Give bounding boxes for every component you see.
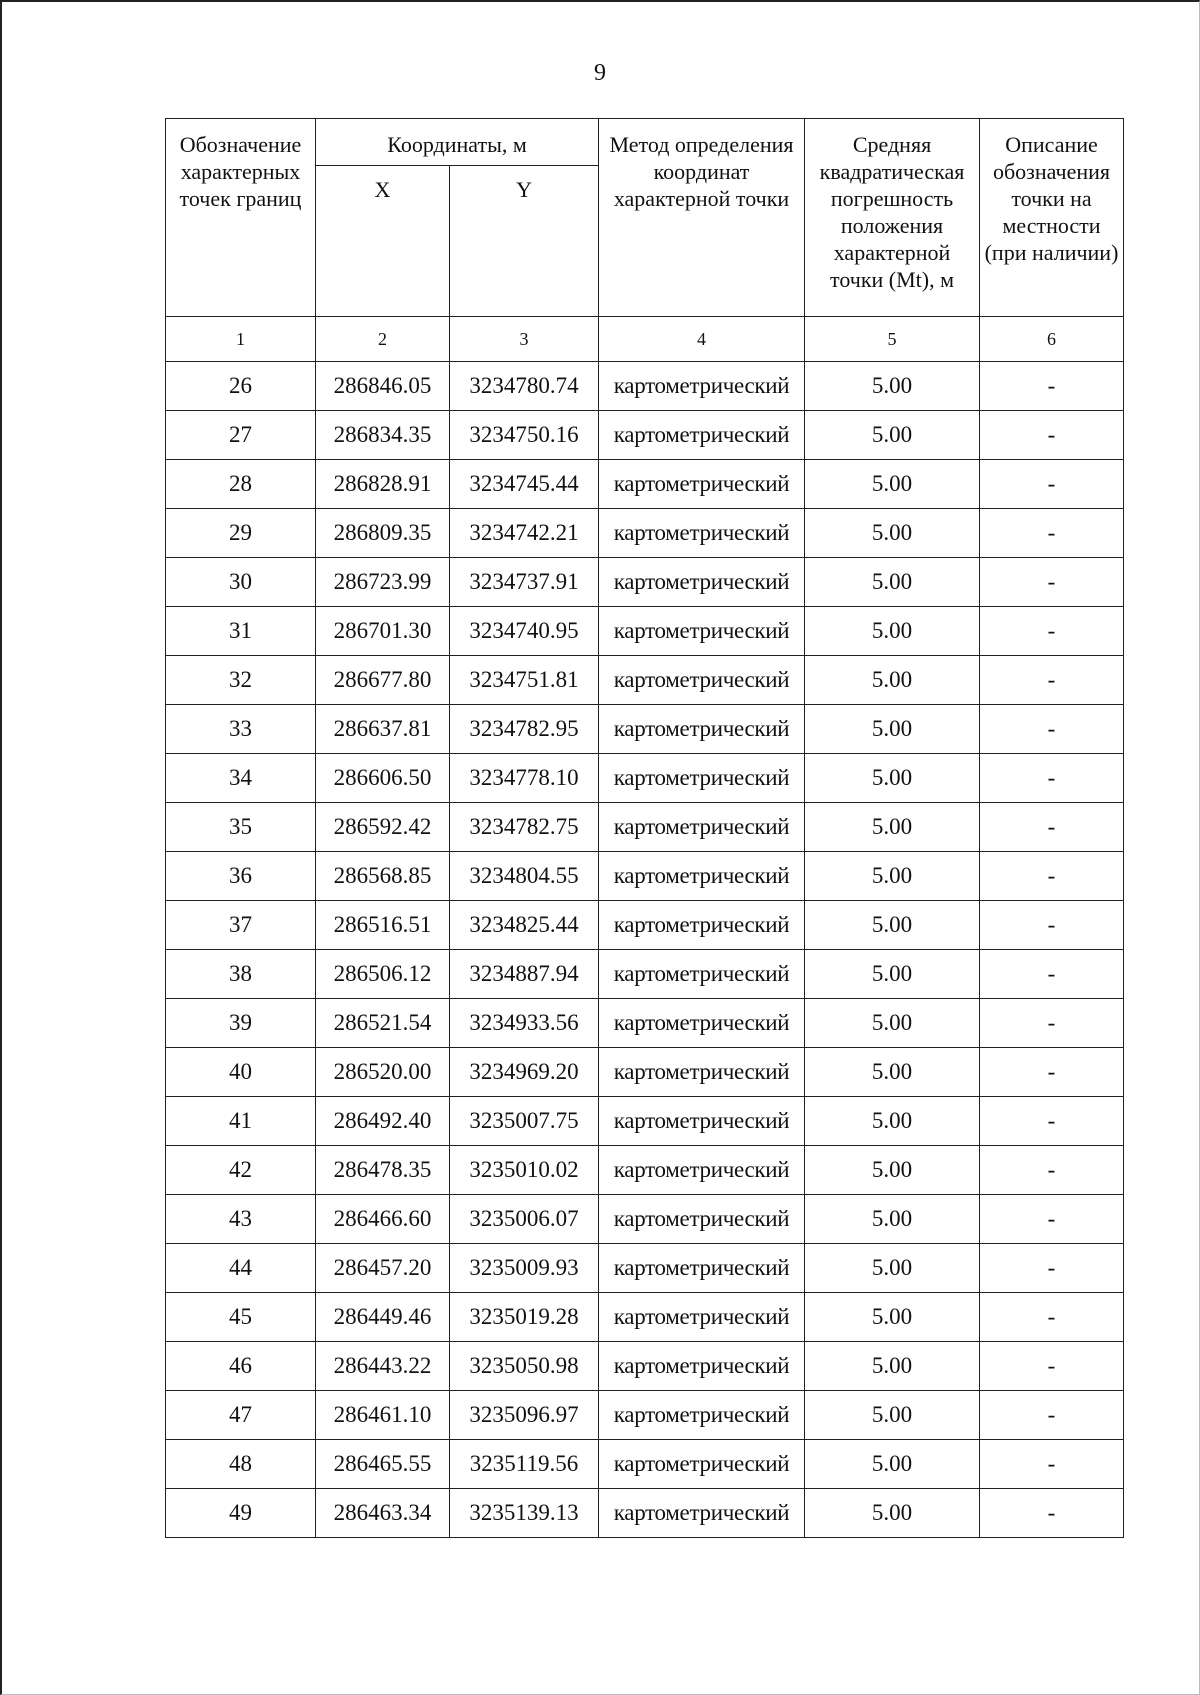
cell-y: 3234778.10 xyxy=(450,754,599,803)
cell-y: 3235119.56 xyxy=(450,1440,599,1489)
cell-error: 5.00 xyxy=(805,1146,980,1195)
coordinates-table xyxy=(165,118,1124,1538)
cell-point: 38 xyxy=(166,950,316,999)
cell-method: картометрический xyxy=(599,1048,805,1097)
cell-error: 5.00 xyxy=(805,460,980,509)
header-coordinates: Координаты, м xyxy=(316,119,599,166)
cell-point: 39 xyxy=(166,999,316,1048)
cell-method: картометрический xyxy=(599,950,805,999)
column-number: 6 xyxy=(980,317,1124,362)
cell-error: 5.00 xyxy=(805,950,980,999)
cell-point: 32 xyxy=(166,656,316,705)
cell-point: 29 xyxy=(166,509,316,558)
table-row xyxy=(166,1293,1124,1342)
cell-x: 286492.40 xyxy=(316,1097,450,1146)
table-row xyxy=(166,705,1124,754)
column-numbers-row xyxy=(166,317,1124,362)
cell-description: - xyxy=(980,1244,1124,1293)
table-row xyxy=(166,460,1124,509)
cell-x: 286701.30 xyxy=(316,607,450,656)
cell-point: 48 xyxy=(166,1440,316,1489)
table-row xyxy=(166,852,1124,901)
cell-description: - xyxy=(980,1391,1124,1440)
cell-method: картометрический xyxy=(599,1293,805,1342)
cell-error: 5.00 xyxy=(805,607,980,656)
cell-y: 3234742.21 xyxy=(450,509,599,558)
cell-method: картометрический xyxy=(599,460,805,509)
cell-point: 35 xyxy=(166,803,316,852)
table-header xyxy=(166,119,1124,362)
cell-error: 5.00 xyxy=(805,1244,980,1293)
cell-point: 45 xyxy=(166,1293,316,1342)
cell-description: - xyxy=(980,607,1124,656)
cell-point: 26 xyxy=(166,362,316,411)
table-row xyxy=(166,950,1124,999)
table-body xyxy=(166,362,1124,1538)
cell-method: картометрический xyxy=(599,1391,805,1440)
table-row xyxy=(166,1489,1124,1538)
table-row xyxy=(166,1146,1124,1195)
cell-error: 5.00 xyxy=(805,1048,980,1097)
cell-point: 43 xyxy=(166,1195,316,1244)
cell-x: 286478.35 xyxy=(316,1146,450,1195)
cell-point: 42 xyxy=(166,1146,316,1195)
table-row xyxy=(166,999,1124,1048)
cell-point: 33 xyxy=(166,705,316,754)
cell-method: картометрический xyxy=(599,901,805,950)
cell-method: картометрический xyxy=(599,656,805,705)
cell-description: - xyxy=(980,1489,1124,1538)
cell-y: 3235007.75 xyxy=(450,1097,599,1146)
cell-error: 5.00 xyxy=(805,1195,980,1244)
cell-y: 3234745.44 xyxy=(450,460,599,509)
cell-method: картометрический xyxy=(599,362,805,411)
table-row xyxy=(166,607,1124,656)
cell-error: 5.00 xyxy=(805,1342,980,1391)
table-row xyxy=(166,1244,1124,1293)
cell-description: - xyxy=(980,950,1124,999)
cell-error: 5.00 xyxy=(805,803,980,852)
cell-x: 286677.80 xyxy=(316,656,450,705)
cell-point: 34 xyxy=(166,754,316,803)
cell-x: 286461.10 xyxy=(316,1391,450,1440)
table-row xyxy=(166,509,1124,558)
table-row xyxy=(166,1440,1124,1489)
cell-error: 5.00 xyxy=(805,754,980,803)
cell-x: 286506.12 xyxy=(316,950,450,999)
table-row xyxy=(166,558,1124,607)
page-number: 9 xyxy=(594,60,606,86)
cell-y: 3234804.55 xyxy=(450,852,599,901)
cell-description: - xyxy=(980,705,1124,754)
table-row xyxy=(166,754,1124,803)
cell-method: картометрический xyxy=(599,1489,805,1538)
header-error: Средняя квадратическая погрешность положения характерной точки (Mt), м xyxy=(805,119,980,317)
cell-x: 286723.99 xyxy=(316,558,450,607)
header-description: Описание обозначения точки на местности (при наличии) xyxy=(980,119,1124,317)
cell-error: 5.00 xyxy=(805,509,980,558)
cell-x: 286521.54 xyxy=(316,999,450,1048)
table-row xyxy=(166,1195,1124,1244)
cell-error: 5.00 xyxy=(805,558,980,607)
cell-x: 286466.60 xyxy=(316,1195,450,1244)
cell-x: 286828.91 xyxy=(316,460,450,509)
cell-y: 3235139.13 xyxy=(450,1489,599,1538)
cell-y: 3234933.56 xyxy=(450,999,599,1048)
cell-y: 3234969.20 xyxy=(450,1048,599,1097)
cell-error: 5.00 xyxy=(805,1440,980,1489)
cell-x: 286592.42 xyxy=(316,803,450,852)
cell-x: 286449.46 xyxy=(316,1293,450,1342)
cell-x: 286520.00 xyxy=(316,1048,450,1097)
cell-method: картометрический xyxy=(599,999,805,1048)
cell-description: - xyxy=(980,1146,1124,1195)
column-number: 4 xyxy=(599,317,805,362)
cell-point: 44 xyxy=(166,1244,316,1293)
cell-method: картометрический xyxy=(599,411,805,460)
cell-error: 5.00 xyxy=(805,705,980,754)
cell-y: 3234825.44 xyxy=(450,901,599,950)
cell-y: 3234782.75 xyxy=(450,803,599,852)
cell-y: 3235006.07 xyxy=(450,1195,599,1244)
header-method: Метод определения координат характерной точки xyxy=(599,119,805,317)
cell-y: 3234737.91 xyxy=(450,558,599,607)
cell-point: 41 xyxy=(166,1097,316,1146)
cell-method: картометрический xyxy=(599,803,805,852)
cell-x: 286463.34 xyxy=(316,1489,450,1538)
cell-description: - xyxy=(980,1342,1124,1391)
cell-error: 5.00 xyxy=(805,1293,980,1342)
cell-error: 5.00 xyxy=(805,999,980,1048)
cell-point: 36 xyxy=(166,852,316,901)
cell-description: - xyxy=(980,509,1124,558)
table-row xyxy=(166,901,1124,950)
cell-y: 3235019.28 xyxy=(450,1293,599,1342)
cell-description: - xyxy=(980,460,1124,509)
table-row xyxy=(166,1391,1124,1440)
header-x: X xyxy=(316,166,450,317)
cell-description: - xyxy=(980,803,1124,852)
cell-y: 3234887.94 xyxy=(450,950,599,999)
cell-method: картометрический xyxy=(599,1097,805,1146)
cell-x: 286846.05 xyxy=(316,362,450,411)
cell-y: 3235050.98 xyxy=(450,1342,599,1391)
cell-description: - xyxy=(980,852,1124,901)
cell-description: - xyxy=(980,656,1124,705)
cell-error: 5.00 xyxy=(805,411,980,460)
column-number: 3 xyxy=(450,317,599,362)
cell-x: 286834.35 xyxy=(316,411,450,460)
cell-description: - xyxy=(980,999,1124,1048)
cell-method: картометрический xyxy=(599,1146,805,1195)
table-row xyxy=(166,1342,1124,1391)
cell-method: картометрический xyxy=(599,1195,805,1244)
cell-x: 286457.20 xyxy=(316,1244,450,1293)
cell-y: 3234751.81 xyxy=(450,656,599,705)
column-number: 2 xyxy=(316,317,450,362)
cell-error: 5.00 xyxy=(805,852,980,901)
cell-error: 5.00 xyxy=(805,656,980,705)
cell-y: 3235096.97 xyxy=(450,1391,599,1440)
column-number: 1 xyxy=(166,317,316,362)
header-y: Y xyxy=(450,166,599,317)
cell-description: - xyxy=(980,1097,1124,1146)
table-row xyxy=(166,1048,1124,1097)
cell-description: - xyxy=(980,362,1124,411)
cell-error: 5.00 xyxy=(805,901,980,950)
cell-method: картометрический xyxy=(599,558,805,607)
cell-method: картометрический xyxy=(599,1342,805,1391)
cell-y: 3234780.74 xyxy=(450,362,599,411)
cell-description: - xyxy=(980,1440,1124,1489)
table-row xyxy=(166,803,1124,852)
cell-point: 30 xyxy=(166,558,316,607)
cell-x: 286568.85 xyxy=(316,852,450,901)
cell-point: 49 xyxy=(166,1489,316,1538)
cell-description: - xyxy=(980,1293,1124,1342)
cell-x: 286637.81 xyxy=(316,705,450,754)
cell-method: картометрический xyxy=(599,754,805,803)
cell-y: 3234740.95 xyxy=(450,607,599,656)
cell-method: картометрический xyxy=(599,509,805,558)
cell-description: - xyxy=(980,1048,1124,1097)
table-row xyxy=(166,656,1124,705)
header-point: Обозначение характерных точек границ xyxy=(166,119,316,317)
cell-y: 3234782.95 xyxy=(450,705,599,754)
cell-description: - xyxy=(980,411,1124,460)
cell-method: картометрический xyxy=(599,1244,805,1293)
cell-y: 3235009.93 xyxy=(450,1244,599,1293)
cell-point: 40 xyxy=(166,1048,316,1097)
cell-error: 5.00 xyxy=(805,362,980,411)
cell-point: 31 xyxy=(166,607,316,656)
cell-method: картометрический xyxy=(599,852,805,901)
cell-point: 27 xyxy=(166,411,316,460)
cell-y: 3234750.16 xyxy=(450,411,599,460)
cell-method: картометрический xyxy=(599,607,805,656)
cell-x: 286606.50 xyxy=(316,754,450,803)
cell-point: 28 xyxy=(166,460,316,509)
cell-x: 286516.51 xyxy=(316,901,450,950)
cell-description: - xyxy=(980,754,1124,803)
cell-description: - xyxy=(980,1195,1124,1244)
column-number: 5 xyxy=(805,317,980,362)
table-row xyxy=(166,1097,1124,1146)
cell-method: картометрический xyxy=(599,705,805,754)
cell-description: - xyxy=(980,558,1124,607)
cell-error: 5.00 xyxy=(805,1489,980,1538)
cell-error: 5.00 xyxy=(805,1097,980,1146)
cell-y: 3235010.02 xyxy=(450,1146,599,1195)
cell-point: 47 xyxy=(166,1391,316,1440)
cell-x: 286443.22 xyxy=(316,1342,450,1391)
cell-x: 286465.55 xyxy=(316,1440,450,1489)
cell-point: 37 xyxy=(166,901,316,950)
cell-description: - xyxy=(980,901,1124,950)
table-row xyxy=(166,362,1124,411)
table-row xyxy=(166,411,1124,460)
cell-method: картометрический xyxy=(599,1440,805,1489)
cell-x: 286809.35 xyxy=(316,509,450,558)
cell-point: 46 xyxy=(166,1342,316,1391)
cell-error: 5.00 xyxy=(805,1391,980,1440)
